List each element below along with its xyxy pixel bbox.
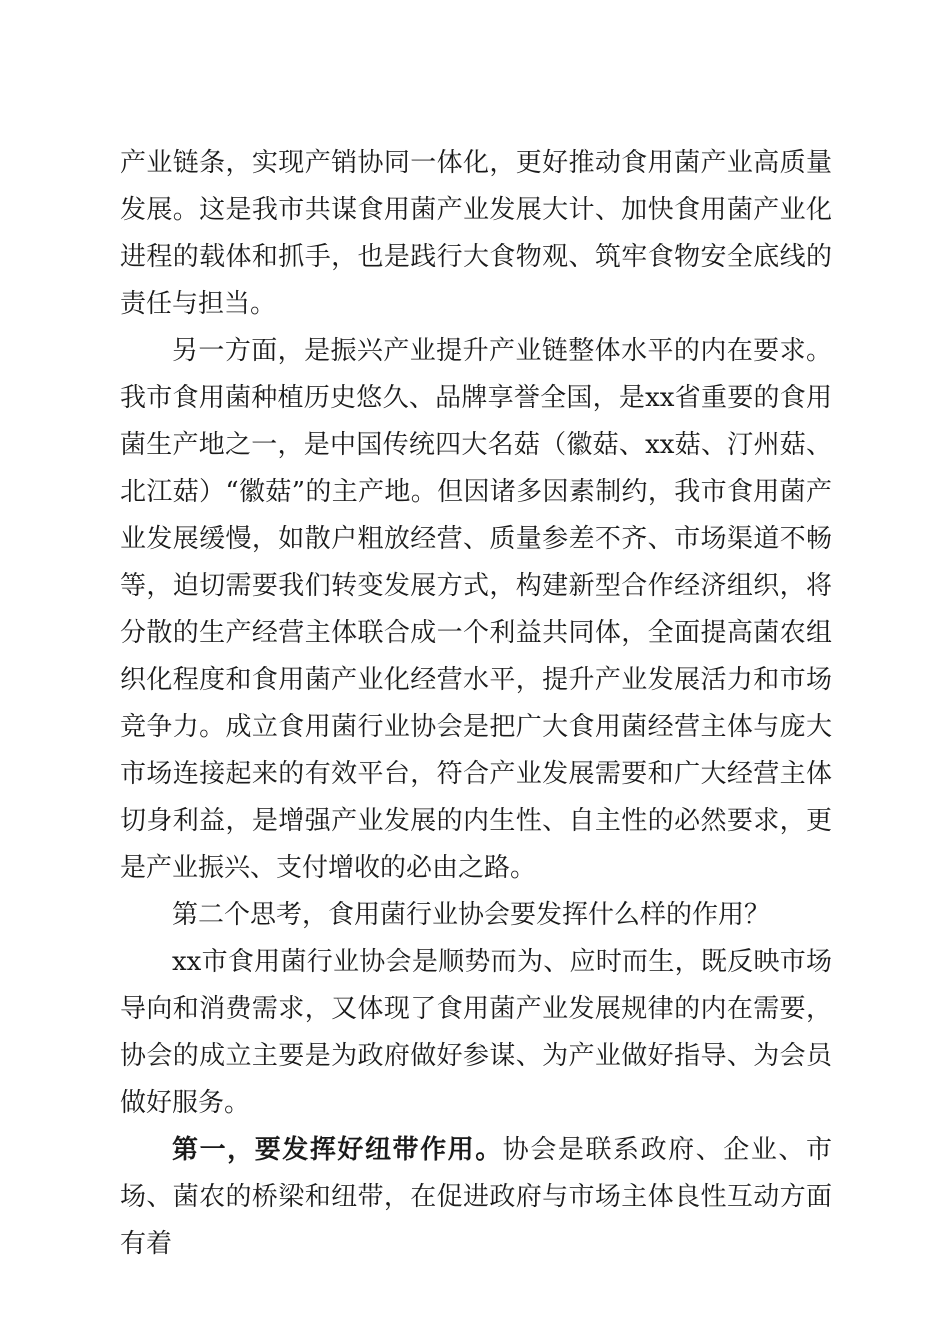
- paragraph-second-thought: 第二个思考，食用菌行业协会要发挥什么样的作用？: [172, 900, 771, 930]
- paragraph-first-point-lead: 第一，要发挥好纽带作用。: [172, 1135, 503, 1165]
- paragraph-continuation: 产业链条，实现产销协同一体化，更好推动食用菌产业高质量发展。这是我市共谋食用菌产业发展大计、加快食用菌产业化进程的载体和抓手，也是践行大食物观、筑牢食物安全底线的责任与担当。: [120, 148, 832, 319]
- paragraph-industry-chain: 另一方面，是振兴产业提升产业链整体水平的内在要求。我市食用菌种植历史悠久、品牌享誉全国，是xx省重要的食用菌生产地之一，是中国传统四大名菇（徽菇、xx菇、汀州菇、北江菇）“徽菇”的主产地。但因诸多因素制约，我市食用菌产业发展缓慢，如散户粗放经营、质量参差不齐、市场渠道不畅等，迫切需要我们转变发展方式，构建新型合作经济组织，将分散的生产经营主体联合成一个利益共同体，全面提高菌农组织化程度和食用菌产业化经营水平，提升产业发展活力和市场竞争力。成立食用菌行业协会是把广大食用菌经营主体与庞大市场连接起来的有效平台，符合产业发展需要和广大经营主体切身利益，是增强产业发展的内生性、自主性的必然要求，更是产业振兴、支付增收的必由之路。: [120, 336, 832, 883]
- document-body: [120, 140, 832, 1268]
- paragraph-first-point: [120, 1127, 832, 1268]
- paragraph-first-point-text: 协会是联系政府、企业、市场、菌农的桥梁和纽带，在促进政府与市场主体良性互动方面有着: [120, 1135, 832, 1259]
- paragraph-association-role: xx市食用菌行业协会是顺势而为、应时而生，既反映市场导向和消费需求，又体现了食用菌产业发展规律的内在需要，协会的成立主要是为政府做好参谋、为产业做好指导、为会员做好服务。: [120, 947, 832, 1118]
